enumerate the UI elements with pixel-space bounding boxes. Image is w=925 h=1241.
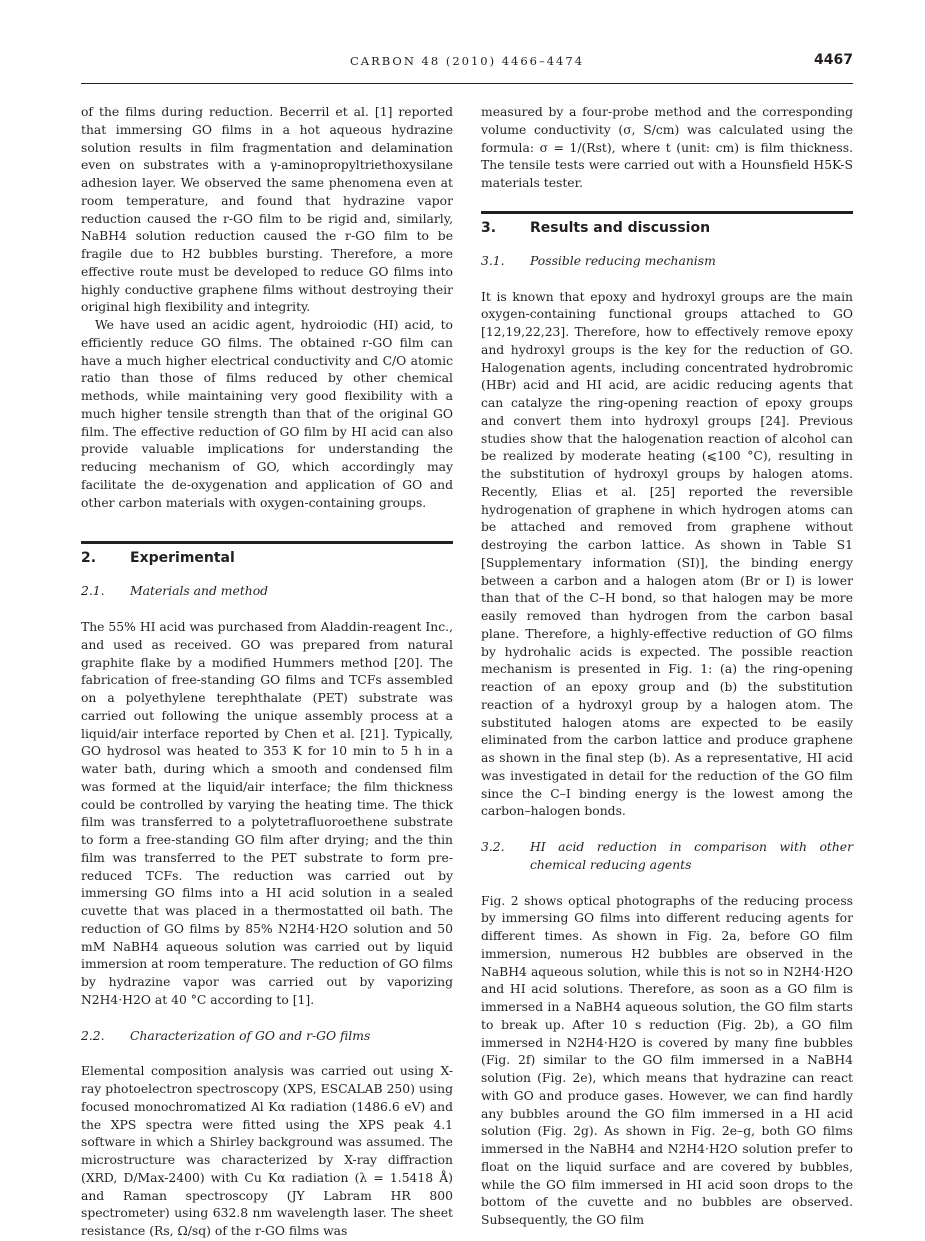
section-heading-results <box>481 219 853 237</box>
subsection-heading-mechanism <box>481 253 853 271</box>
section-title: Results and discussion <box>530 219 711 236</box>
paragraph-mechanism: It is known that epoxy and hydroxyl groups are the main oxygen-containing functional groups attached to GO [12,19,22,23]. Therefore, how to effectively remove epoxy and hydroxyl groups is the key for the reduction of GO. Halogenation agents, including concentrated hydrobromic (HBr) acid and HI acid, are acidic reducing agents that can catalyze the ring-opening reaction of epoxy groups and convert them into hydroxyl groups [24]. Previous studies show that the halogenation reaction of alcohol can be realized by moderate heating (⩽100 °C), resulting in the substitution of hydroxyl groups by halogen atoms. Recently, Elias et al. [25] reported the reversible hydrogenation of graphene in which hydrogen atoms can be attached and removed from graphene without destroying the carbon lattice. As shown in Table S1 [Supplementary information (SI)], the binding energy between a carbon and a halogen atom (Br or I) is lower than that of the C–H bond, so that halogen may be more easily removed than hydrogen from the carbon basal plane. Therefore, a highly-effective reduction of GO films by hydrohalic acids is expected. The possible reaction mechanism is presented in Fig. 1: (a) the ring-opening reaction of an epoxy group and (b) the substitution reaction of a hydroxyl group by a halogen atom. The substituted halogen atoms are expected to be easily eliminated from the carbon lattice and produce graphene as shown in the final step (b). As a representative, HI acid was investigated in detail for the reduction of the GO film since the C–I binding energy is the lowest among the carbon–halogen bonds. <box>481 289 853 819</box>
subsection-number: 3.2. <box>481 840 505 854</box>
right-column <box>481 104 853 1230</box>
left-column <box>81 104 453 1241</box>
subsection-title: Materials and method <box>130 584 269 599</box>
page-number: 4467 <box>814 52 853 68</box>
paragraph-characterization: Elemental composition analysis was carried out using X-ray photoelectron spectroscopy (XPS, ESCALAB 250) using focused monochromatized Al Kα radiation (1486.6 eV) and the XPS spectra were fitted using the XPS peak 4.1 software in which a Shirley background was assumed. The microstructure was characterized by X-ray diffraction (XRD, D/Max-2400) with Cu Kα radiation (λ = 1.5418 Å) and Raman spectroscopy (JY Labram HR 800 spectrometer) using 632.8 nm wavelength laser. The sheet resistance (Rs, Ω/sq) of the r-GO films was <box>81 1064 453 1238</box>
subsection-heading-materials <box>81 583 453 601</box>
paragraph-comparison: Fig. 2 shows optical photographs of the reducing process by immersing GO films into different reducing agents for different times. As shown in Fig. 2a, before GO film immersion, numerous H2 bubbles are observed in the NaBH4 aqueous solution, while this is not so in N2H4·H2O and HI acid solutions. Therefore, as soon as a GO film is immersed in a NaBH4 aqueous solution, the GO film starts to break up. After 10 s reduction (Fig. 2b), a GO film immersed in N2H4·H2O is covered by many fine bubbles (Fig. 2f) similar to the GO film immersed in a NaBH4 solution (Fig. 2e), which means that hydrazine can react with GO and produce gases. However, we can find hardly any bubbles around the GO film immersed in a HI acid solution (Fig. 2g). As shown in Fig. 2e–g, both GO films immersed in the NaBH4 and N2H4·H2O solution prefer to float on the liquid surface and are covered by bubbles, while the GO film immersed in HI acid soon drops to the bottom of the cuvette and no bubbles are observed. Subsequently, the GO film <box>481 893 853 1227</box>
subsection-number: 3.1. <box>481 253 505 268</box>
subsection-number: 2.2. <box>81 1028 105 1043</box>
journal-citation: CARBON 48 (2010) 4466–4474 <box>349 54 585 68</box>
subsection-title: Characterization of GO and r-GO films <box>130 1028 371 1043</box>
section-number: 3. <box>481 219 497 236</box>
section-number: 2. <box>81 550 97 567</box>
running-header <box>81 52 853 72</box>
section-title: Experimental <box>130 550 235 567</box>
subsection-heading-comparison <box>481 839 853 875</box>
paragraph-materials: The 55% HI acid was purchased from Aladdin-reagent Inc., and used as received. GO was prepared from natural graphite flake by a modified Hummers method [20]. The fabrication of free-standing GO films and TCFs assembled on a polyethylene terephthalate (PET) substrate was carried out following the unique assembly process at a liquid/air interface reported by Chen et al. [21]. Typically, GO hydrosol was heated to 353 K for 10 min to 5 h in a water bath, during which a smooth and condensed film was formed at the liquid/air interface; the film thickness could be controlled by varying the heating time. The thick film was transferred to a polytetrafluoroethene substrate to form a free-standing GO film after drying; and the thin film was transferred to the PET substrate to form pre-reduced TCFs. The reduction was carried out by immersing GO films into a HI acid solution in a sealed cuvette that was placed in a thermostatted oil bath. The reduction of GO films by 85% N2H4·H2O solution and 50 mM NaBH4 aqueous solution was carried out by liquid immersion at room temperature. The reduction of GO films by hydrazine vapor was carried out by vaporizing N2H4·H2O at 40 °C according to [1]. <box>81 620 453 1007</box>
subsection-title: Possible reducing mechanism <box>530 253 716 268</box>
paragraph-intro-continued: of the films during reduction. Becerril et al. [1] reported that immersing GO films in a hot aqueous hydrazine solution results in film fragmentation and delamination even on substrates with a γ-aminopropyltriethoxysilane adhesion layer. We observed the same phenomena even at room temperature, and found that hydrazine vapor reduction caused the r-GO film to be rigid and, similarly, NaBH4 solution reduction caused the r-GO film to be fragile due to H2 bubbles bursting. Therefore, a more effective route must be developed to reduce GO films into highly conductive graphene films without destroying their original high flexibility and integrity. <box>81 105 453 315</box>
paragraph-hi-acid-approach: We have used an acidic agent, hydroiodic (HI) acid, to efficiently reduce GO films. The obtained r-GO film can have a much higher electrical conductivity and C/O atomic ratio than those of films reduced by other chemical methods, while maintaining very good flexibility with a much higher tensile strength than that of the original GO film. The effective reduction of GO film by HI acid can also provide valuable implications for understanding the reducing mechanism of GO, which accordingly may facilitate the de-oxygenation and application of GO and other carbon materials with oxygen-containing groups. <box>81 318 453 510</box>
paragraph-four-probe: measured by a four-probe method and the corresponding volume conductivity (σ, S/cm) was calculated using the formula: σ = 1/(Rst), where t (unit: cm) is film thickness. The tensile tests were carried out with a Hounsfield H5K-S materials tester. <box>481 105 853 190</box>
subsection-heading-characterization <box>81 1028 453 1046</box>
subsection-number: 2.1. <box>81 584 105 599</box>
section-heading-experimental <box>81 549 453 567</box>
header-rule <box>81 83 853 84</box>
subsection-title: HI acid reduction in comparison with other chemical reducing agents <box>530 840 853 872</box>
